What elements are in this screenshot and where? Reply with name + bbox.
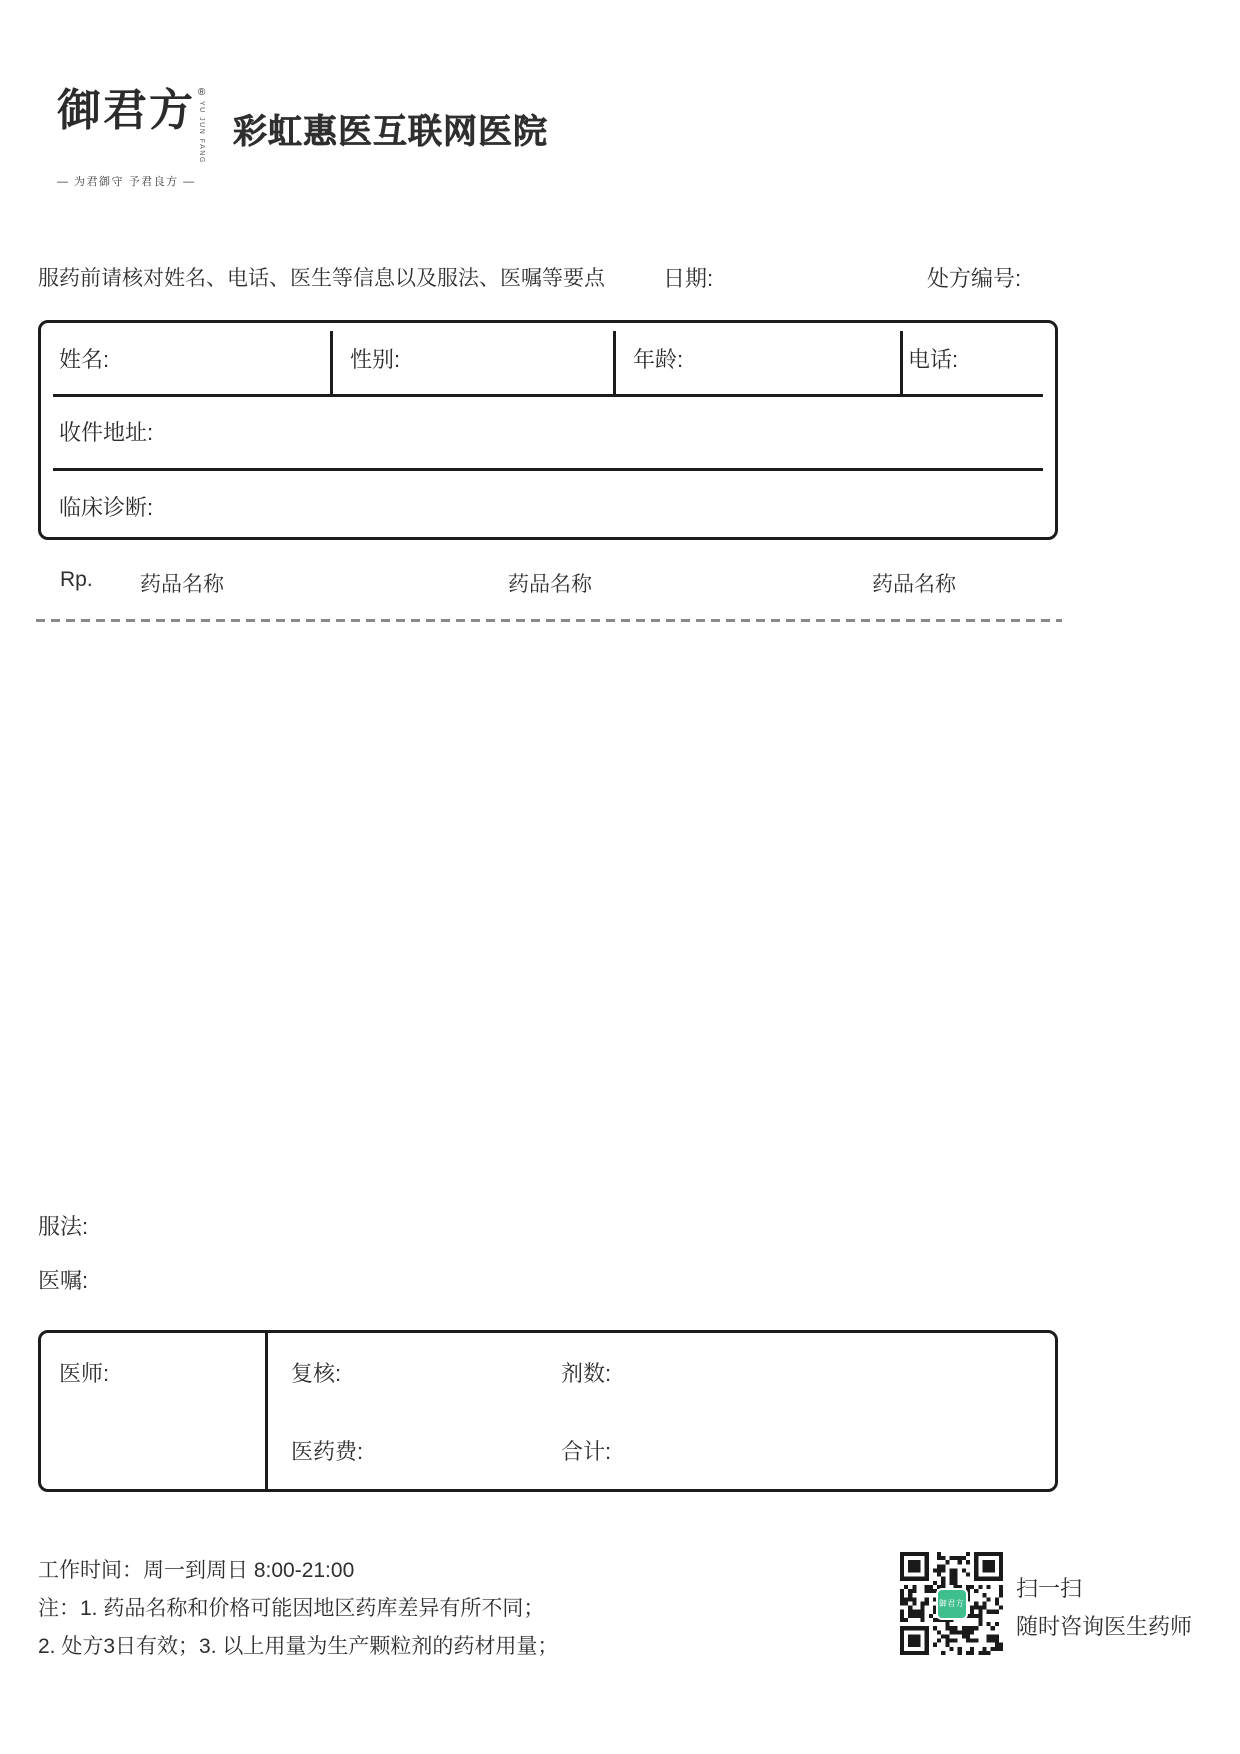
- doses-count-label: 剂数:: [561, 1361, 612, 1386]
- signoff-box: [38, 1330, 1058, 1492]
- footnote-2: 2. 处方3日有效；3. 以上用量为生产颗粒剂的药材用量；: [38, 1635, 559, 1658]
- medicine-name-column-header: 药品名称: [508, 573, 592, 596]
- qr-code: [900, 1552, 1003, 1655]
- column-divider: [900, 331, 903, 394]
- footnote-1: 注：1. 药品名称和价格可能因地区药库差异有所不同；: [38, 1597, 545, 1620]
- patient-info-box: [38, 320, 1058, 540]
- column-divider: [613, 331, 616, 394]
- row-divider: [53, 394, 1043, 397]
- doctor-advice-label: 医嘱:: [38, 1268, 89, 1293]
- column-divider: [265, 1333, 268, 1489]
- brand-logo: [57, 85, 206, 189]
- rp-label: Rp.: [60, 568, 93, 591]
- total-label: 合计:: [561, 1439, 612, 1464]
- patient-gender-label: 性别:: [350, 347, 401, 372]
- brand-tagline: — 为君御守 予君良方 —: [57, 175, 196, 188]
- verification-notice: 服药前请核对姓名、电话、医生等信息以及服法、医嘱等要点: [38, 267, 605, 290]
- date-label: 日期:: [663, 266, 714, 291]
- usage-method-label: 服法:: [38, 1214, 89, 1239]
- medicine-name-column-header: 药品名称: [140, 573, 224, 596]
- medicine-name-column-header: 药品名称: [872, 573, 956, 596]
- review-label: 复核:: [291, 1361, 342, 1386]
- brand-pinyin: YU JUN FANG: [198, 101, 206, 164]
- registered-trademark-icon: ®: [198, 87, 206, 98]
- dashed-separator: [36, 619, 1062, 622]
- patient-age-label: 年龄:: [633, 347, 684, 372]
- clinical-diagnosis-label: 临床诊断:: [59, 495, 154, 520]
- scan-title: 扫一扫: [1016, 1576, 1083, 1601]
- patient-phone-label: 电话:: [908, 347, 959, 372]
- scan-subtitle: 随时咨询医生药师: [1016, 1614, 1193, 1639]
- hospital-name: 彩虹惠医互联网医院: [233, 113, 548, 151]
- qr-center-logo: 御君方: [936, 1588, 968, 1620]
- patient-name-label: 姓名:: [59, 347, 110, 372]
- prescription-number-label: 处方编号:: [927, 266, 1022, 291]
- column-divider: [330, 331, 333, 394]
- working-hours: 工作时间：周一到周日 8:00-21:00: [38, 1559, 355, 1582]
- brand-name: 御君方: [57, 85, 195, 136]
- medicine-fee-label: 医药费:: [291, 1439, 364, 1464]
- brand-logo-side: [198, 88, 205, 164]
- doctor-label: 医师:: [59, 1361, 110, 1386]
- row-divider: [53, 468, 1043, 471]
- shipping-address-label: 收件地址:: [59, 420, 154, 445]
